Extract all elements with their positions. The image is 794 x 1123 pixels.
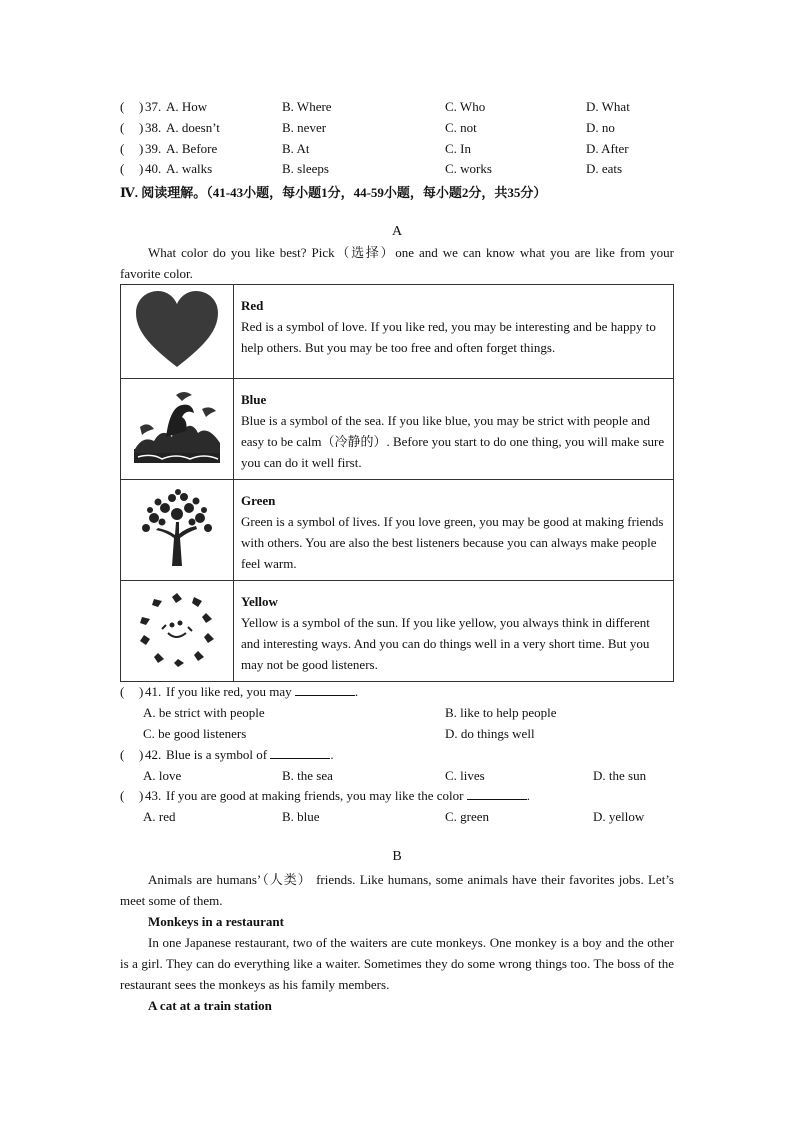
passage-b-paragraph-1 [120,932,674,995]
option-c: C. not [445,120,477,135]
passage-b-heading-1 [120,911,674,932]
sea-wave-icon [132,387,222,467]
question-number: 37. [145,99,162,114]
question-number: 42. [145,747,162,762]
option-d: D. yellow [593,809,645,824]
option-c: C. lives [445,768,485,783]
question-number: 40. [145,161,162,176]
option-c: C. green [445,809,490,824]
option-b: B. never [282,120,327,135]
answer-paren-close: ) [139,788,144,803]
option-b: B. sleeps [282,161,329,176]
option-a: A. red [143,809,176,824]
color-row-green [121,480,674,581]
paragraph-1-text: In one Japanese restaurant, two of the waiters are cute monkeys. One monkey is a boy and the other is a girl. They can do everything like a waiter. Sometimes they do some wrong things too. The boss of the restaurant sees the monkeys as his family members. [120,935,674,992]
cloze-question-37 [120,97,680,117]
color-text-cell [234,581,674,682]
answer-paren-open[interactable]: ( [120,684,125,699]
question-42 [120,745,680,765]
answer-blank [467,787,527,800]
heading-1-text: Monkeys in a restaurant [148,914,284,929]
question-number: 41. [145,684,162,699]
color-row-red [121,285,674,379]
color-picture-cell [121,379,234,480]
answer-paren-open[interactable]: ( [120,161,125,176]
tree-icon [132,488,222,568]
option-b: B. blue [282,809,320,824]
passage-b-intro-text: Animals are humans’（人类） friends. Like humans, some animals have their favorites jobs. Let’s meet some of them. [120,872,674,908]
section-title: Ⅳ. 阅读理解。（41-43小题，每小题1分，44-59小题，每小题2分，共35分） [120,185,547,200]
passage-b-intro [120,869,674,911]
question-stem [166,786,530,806]
option-a: A. How [166,99,208,114]
color-name: Blue [241,392,267,407]
color-text-cell [234,285,674,379]
color-text-cell [234,379,674,480]
question-stem-text: If you like red, you may [166,684,292,699]
answer-blank [295,683,355,696]
option-d: D. What [586,99,630,114]
answer-paren-open[interactable]: ( [120,788,125,803]
question-stem-text: If you are good at making friends, you may like the color [166,788,464,803]
color-row-yellow [121,581,674,682]
answer-paren-close: ) [139,141,144,156]
heading-2-text: A cat at a train station [148,998,272,1013]
cloze-question-38 [120,118,680,138]
color-name: Green [241,493,276,508]
option-b: B. At [282,141,310,156]
option-c: C. works [445,161,492,176]
color-picture-cell [121,480,234,581]
sun-icon [132,589,222,669]
option-c: C. In [445,141,471,156]
option-c: C. be good listeners [143,726,247,741]
option-a: A. doesn’t [166,120,220,135]
passage-a-intro-text: What color do you like best? Pick（选择）one and we can know what you are like from your favorite color. [120,245,674,281]
answer-paren-close: ) [139,747,144,762]
option-c: C. Who [445,99,486,114]
question-number: 38. [145,120,162,135]
option-b: B. like to help people [445,705,557,720]
color-description: Yellow is a symbol of the sun. If you like yellow, you always think in different and interesting ways. And you can do things well in a very short time. But you may not be good listeners. [241,615,650,672]
color-table [120,284,674,682]
color-text-cell [234,480,674,581]
question-43 [120,786,680,806]
passage-b-letter: B [392,849,402,864]
cloze-question-40 [120,159,680,179]
cloze-question-39 [120,139,680,159]
question-stem-text: Blue is a symbol of [166,747,268,762]
question-41 [120,682,680,702]
answer-paren-open[interactable]: ( [120,120,125,135]
question-42-options [120,766,680,786]
answer-paren-open[interactable]: ( [120,141,125,156]
heart-icon [134,289,220,371]
option-a: A. walks [166,161,213,176]
question-41-options-row1 [120,703,680,723]
answer-paren-open[interactable]: ( [120,99,125,114]
question-stem [166,745,334,765]
color-description: Red is a symbol of love. If you like red, you may be interesting and be happy to help others. But you may be too free and often forget things. [241,319,656,355]
answer-paren-close: ) [139,684,144,699]
question-stem [166,682,358,702]
option-d: D. do things well [445,726,535,741]
question-number: 43. [145,788,162,803]
option-d: D. no [586,120,615,135]
option-a: A. be strict with people [143,705,265,720]
question-43-options [120,807,680,827]
answer-blank [270,746,330,759]
color-description: Green is a symbol of lives. If you love green, you may be good at making friends with others. You are also the best listeners because you can always make people feel warm. [241,514,664,571]
stem-end: . [526,788,530,803]
answer-paren-close: ) [139,161,144,176]
answer-paren-open[interactable]: ( [120,747,125,762]
question-number: 39. [145,141,162,156]
option-a: A. Before [166,141,218,156]
option-a: A. love [143,768,182,783]
passage-a-intro [120,242,674,284]
color-row-blue [121,379,674,480]
question-41-options-row2 [120,724,680,744]
color-name: Red [241,298,264,313]
passage-b-heading-2 [120,995,674,1016]
option-d: D. eats [586,161,623,176]
color-picture-cell [121,285,234,379]
color-name: Yellow [241,594,278,609]
stem-end: . [354,684,359,699]
option-d: D. the sun [593,768,647,783]
option-b: B. the sea [282,768,333,783]
passage-a-letter: A [391,224,403,239]
answer-paren-close: ) [139,120,144,135]
option-d: D. After [586,141,629,156]
color-picture-cell [121,581,234,682]
color-description: Blue is a symbol of the sea. If you like blue, you may be strict with people and easy to be calm（冷静的）. Before you start to do one thing, you will make sure you can do it well first. [241,413,665,470]
stem-end: . [330,747,334,762]
answer-paren-close: ) [139,99,144,114]
option-b: B. Where [282,99,332,114]
